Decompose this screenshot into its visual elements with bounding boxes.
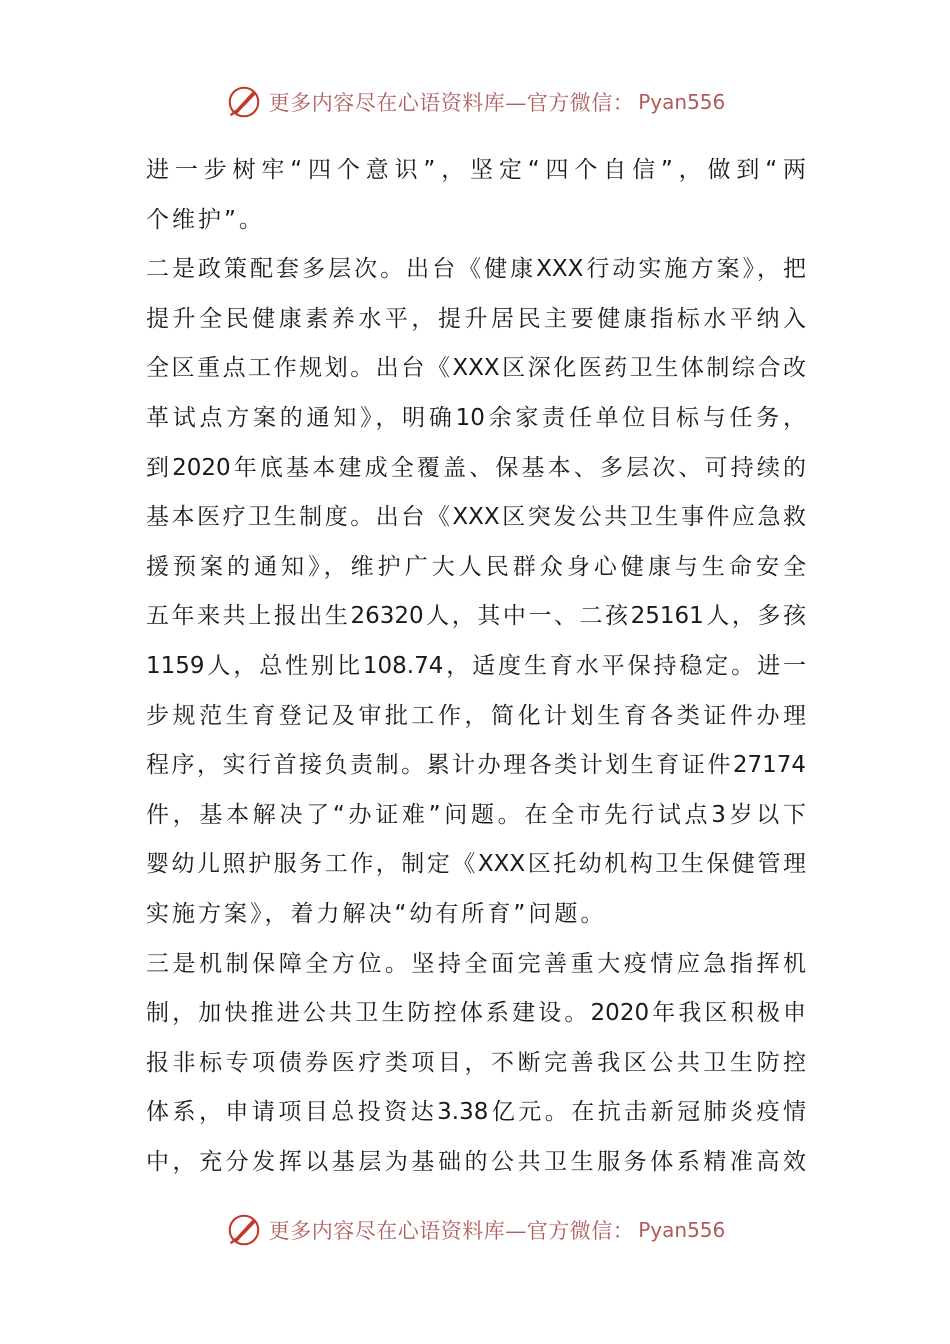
document-body: [146, 146, 806, 1187]
text-line: 五年来共上报出生26320人，其中一、二孩25161人，多孩: [146, 603, 806, 630]
text-line: 二是政策配套多层次。出台《健康XXX行动实施方案》，把: [146, 256, 806, 283]
text-line: 制，加快推进公共卫生防控体系建设。2020年我区积极申: [146, 1000, 806, 1027]
text-line: 1159人，总性别比108.74，适度生育水平保持稳定。进一: [146, 652, 806, 679]
text-line: 体系，申请项目总投资达3.38亿元。在抗击新冠肺炎疫情: [146, 1099, 806, 1126]
watermark-wechat-id: Pyan556: [638, 1218, 726, 1242]
quill-logo-icon: [225, 83, 263, 121]
header-watermark: [0, 82, 950, 122]
text-line: 到2020年底基本建成全覆盖、保基本、多层次、可持续的: [146, 454, 806, 481]
text-line: 报非标专项债券医疗类项目，不断完善我区公共卫生防控: [146, 1049, 806, 1076]
text-line: 三是机制保障全方位。坚持全面完善重大疫情应急指挥机: [146, 950, 806, 977]
text-line: 实施方案》，着力解决“幼有所育”问题。: [146, 900, 607, 927]
footer-watermark: [0, 1210, 950, 1250]
text-line: 基本医疗卫生制度。出台《XXX区突发公共卫生事件应急救: [146, 504, 806, 531]
text-line: 提升全民健康素养水平，提升居民主要健康指标水平纳入: [146, 305, 806, 332]
text-line: 进一步树牢“四个意识”，坚定“四个自信”，做到“两: [146, 157, 806, 183]
text-line: 个维护”。: [146, 206, 265, 233]
text-line: 件，基本解决了“办证难”问题。在全市先行试点3岁以下: [146, 801, 806, 828]
text-line: 婴幼儿照护服务工作，制定《XXX区托幼机构卫生保健管理: [146, 851, 806, 878]
quill-logo-icon: [225, 1211, 263, 1249]
text-line: 全区重点工作规划。出台《XXX区深化医药卫生体制综合改: [146, 355, 806, 382]
text-line: 援预案的通知》，维护广大人民群众身心健康与生命安全: [146, 553, 806, 580]
text-line: 中，充分发挥以基层为基础的公共卫生服务体系精准高效: [146, 1148, 806, 1175]
watermark-text: 更多内容尽在心语资料库—官方微信：: [268, 91, 635, 115]
text-line: 革试点方案的通知》，明确10余家责任单位目标与任务，: [146, 404, 806, 431]
watermark-wechat-id: Pyan556: [638, 90, 726, 114]
text-line: 步规范生育登记及审批工作，简化计划生育各类证件办理: [146, 702, 806, 729]
watermark-text: 更多内容尽在心语资料库—官方微信：: [268, 1219, 635, 1243]
text-line: 程序，实行首接负责制。累计办理各类计划生育证件27174: [146, 752, 806, 779]
